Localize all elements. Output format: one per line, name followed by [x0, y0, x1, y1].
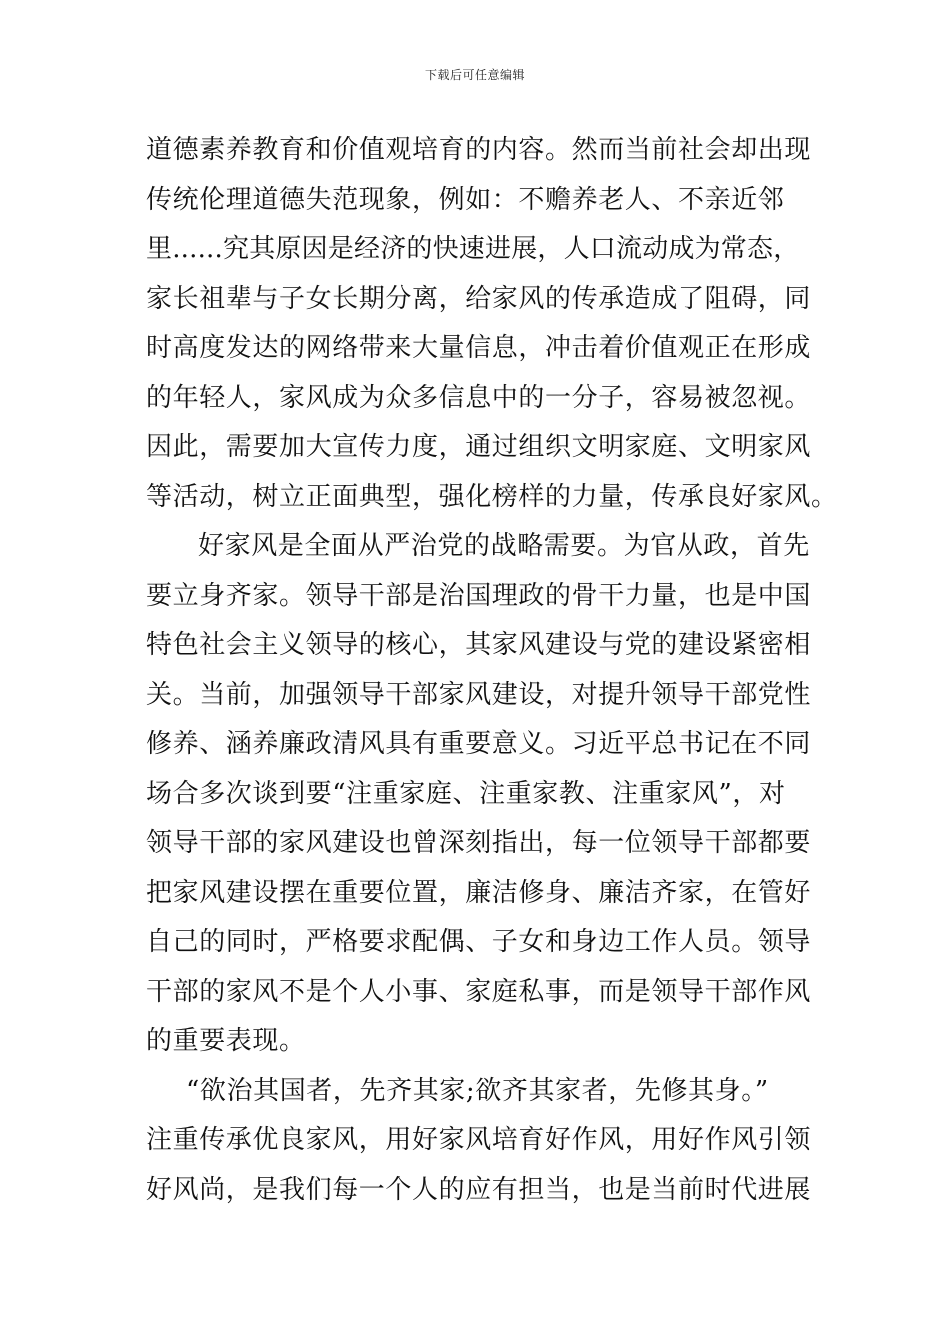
text-line: 把家风建设摆在重要位置，廉洁修身、廉洁齐家，在管好 [146, 877, 812, 908]
text-line: 时高度发达的网络带来大量信息，冲击着价值观正在形成 [146, 333, 812, 363]
text-line: 特色社会主义领导的核心，其家风建设与党的建设紧密相 [146, 630, 812, 660]
text-line: 修养、涵养廉政清风具有重要意义。习近平总书记在不同 [146, 729, 812, 759]
text-line: 因此，需要加大宣传力度，通过组织文明家庭、文明家风 [146, 432, 812, 462]
paragraph-first-line: 好家风是全面从严治党的战略需要。为官从政，首先 [198, 531, 810, 561]
text-line: 注重传承优良家风，用好家风培育好作风，用好作风引领 [146, 1125, 812, 1155]
text-line: 自己的同时，严格要求配偶、子女和身边工作人员。领导 [146, 927, 812, 957]
text-line: 传统伦理道德失范现象，例如：不赡养老人、不亲近邻 [146, 184, 785, 215]
body-text [146, 126, 836, 1215]
text-line: 场合多次谈到要“注重家庭、注重家教、注重家风”，对 [146, 778, 786, 809]
text-line: 领导干部的家风建设也曾深刻指出，每一位领导干部都要 [146, 828, 812, 858]
paragraph-first-line: “欲治其国者，先齐其家;欲齐其家者，先修其身。” [186, 1075, 769, 1106]
text-line: 要立身齐家。领导干部是治国理政的骨干力量，也是中国 [146, 580, 812, 611]
text-line: 好风尚，是我们每一个人的应有担当，也是当前时代进展 [146, 1174, 812, 1205]
header-note: 下载后可任意编辑 [424, 68, 525, 82]
text-line: 干部的家风不是个人小事、家庭私事，而是领导干部作风 [146, 976, 812, 1007]
text-line: 关。当前，加强领导干部家风建设，对提升领导干部党性 [146, 679, 812, 710]
text-line: 等活动，树立正面典型，强化榜样的力量，传承良好家风。 [146, 481, 838, 512]
text-line: 的重要表现。 [146, 1026, 306, 1056]
text-line: 道德素养教育和价值观培育的内容。然而当前社会却出现 [146, 135, 812, 165]
text-line: 的年轻人，家风成为众多信息中的一分子，容易被忽视。 [146, 382, 812, 413]
text-line: 里......究其原因是经济的快速进展，人口流动成为常态， [146, 234, 800, 264]
text-line: 家长祖辈与子女长期分离，给家风的传承造成了阻碍，同 [146, 283, 812, 314]
